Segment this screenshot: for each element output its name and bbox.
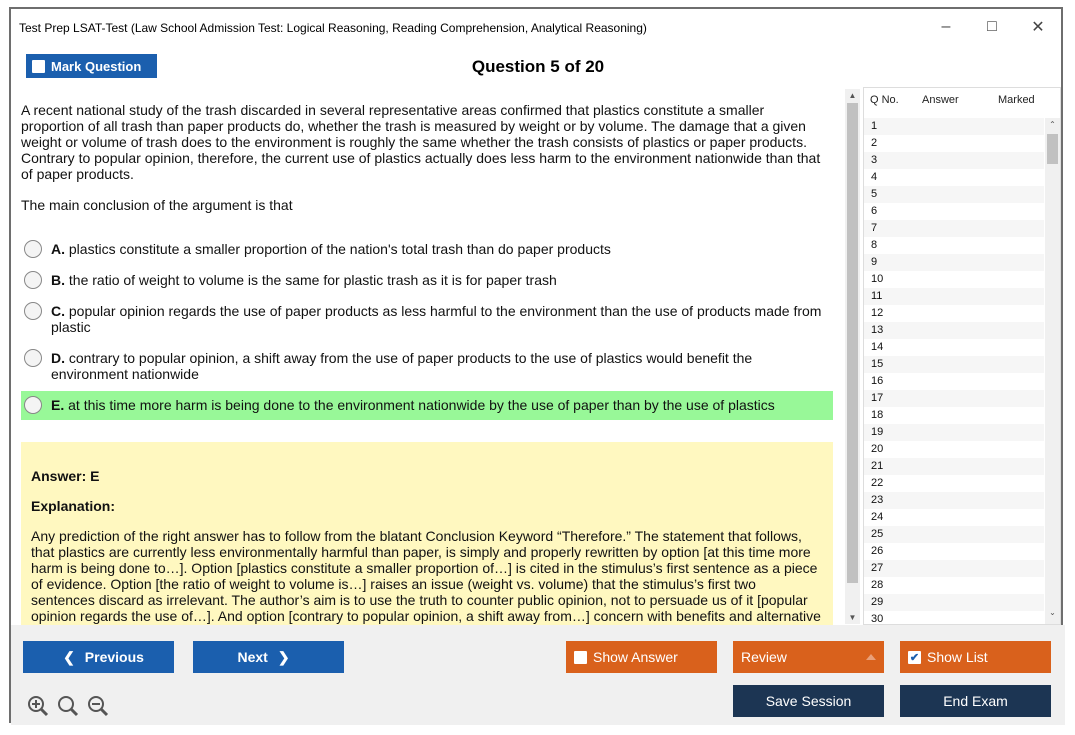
list-scroll-thumb[interactable]	[1047, 134, 1058, 164]
zoom-out-icon[interactable]	[87, 695, 109, 717]
question-list-row[interactable]: 23	[864, 492, 1044, 509]
question-list-row[interactable]: 24	[871, 511, 884, 523]
option-e[interactable]	[21, 391, 833, 420]
question-content	[11, 99, 841, 626]
show-list-label: Show List	[927, 649, 988, 665]
scroll-thumb[interactable]	[847, 103, 858, 583]
answer-label: Answer: E	[31, 468, 100, 484]
footer-toolbar	[11, 625, 1065, 725]
title-bar	[11, 9, 1061, 47]
minimize-icon[interactable]: –	[941, 18, 951, 35]
option-text: A. plastics constitute a smaller proportion of the nation's total trash than do paper products	[51, 241, 611, 257]
review-label: Review	[741, 649, 787, 665]
question-list-row[interactable]: 19	[864, 424, 1044, 441]
app-window	[9, 7, 1063, 723]
maximize-icon[interactable]: □	[987, 18, 997, 35]
question-list-row[interactable]: 18	[871, 409, 884, 421]
question-list	[863, 87, 1061, 625]
scroll-down-icon[interactable]: ▼	[848, 613, 857, 622]
question-header	[11, 47, 856, 87]
question-list-row[interactable]: 14	[871, 341, 884, 353]
mark-question-label: Mark Question	[51, 58, 142, 74]
question-list-row[interactable]: 22	[871, 477, 884, 489]
option-b[interactable]	[21, 272, 833, 289]
previous-button[interactable]	[23, 641, 174, 673]
next-label: Next	[237, 649, 268, 665]
question-list-row[interactable]: 29	[864, 594, 1044, 611]
question-list-row[interactable]: 26	[871, 545, 884, 557]
question-list-row[interactable]: 27	[864, 560, 1044, 577]
question-list-row[interactable]: 5	[864, 186, 1044, 203]
option-a[interactable]	[21, 241, 833, 258]
save-session-label: Save Session	[765, 693, 852, 709]
question-list-row[interactable]: 8	[871, 239, 878, 251]
question-list-row[interactable]: 9	[864, 254, 1044, 271]
zoom-in-icon[interactable]	[27, 695, 49, 717]
end-exam-button[interactable]	[900, 685, 1051, 717]
question-list-rows	[864, 118, 1044, 628]
option-text: B. the ratio of weight to volume is the same for plastic trash as it is for paper trash	[51, 272, 557, 288]
checkbox-icon	[574, 651, 587, 664]
option-text: C. popular opinion regards the use of paper products as less harmful to the environment than the use of products made from plastic	[51, 303, 822, 335]
radio-button[interactable]	[24, 240, 42, 258]
option-d[interactable]	[21, 350, 833, 382]
radio-button[interactable]	[24, 271, 42, 289]
zoom-reset-icon[interactable]	[57, 695, 79, 717]
window-title: Test Prep LSAT-Test (Law School Admission Test: Logical Reasoning, Reading Comprehension, Analytical Reasoning)	[19, 21, 647, 35]
previous-label: Previous	[84, 649, 144, 665]
zoom-controls	[27, 695, 109, 717]
chevron-right-icon: ❯	[277, 648, 290, 665]
list-scroll-up-icon[interactable]: ⌃	[1049, 120, 1056, 129]
close-icon[interactable]: ✕	[1031, 19, 1045, 36]
question-list-row[interactable]: 2	[871, 137, 878, 149]
question-list-header	[864, 88, 1044, 110]
question-list-row[interactable]: 13	[864, 322, 1044, 339]
question-list-row[interactable]: 1	[864, 118, 1044, 135]
question-list-row[interactable]: 7	[864, 220, 1044, 237]
checkbox-checked-icon: ✔	[909, 651, 920, 664]
radio-button[interactable]	[24, 396, 42, 414]
question-list-row[interactable]: 11	[864, 288, 1044, 305]
end-exam-label: End Exam	[943, 693, 1008, 709]
next-button[interactable]	[193, 641, 344, 673]
col-qno: Q No.	[870, 94, 899, 106]
radio-button[interactable]	[24, 349, 42, 367]
question-list-row[interactable]: 21	[864, 458, 1044, 475]
explanation-heading: Explanation:	[31, 498, 116, 514]
question-list-row[interactable]: 3	[864, 152, 1044, 169]
show-answer-label: Show Answer	[593, 649, 678, 665]
show-list-button[interactable]	[900, 641, 1051, 673]
col-answer: Answer	[922, 94, 959, 106]
list-scrollbar[interactable]	[1045, 118, 1060, 624]
save-session-button[interactable]	[733, 685, 884, 717]
question-list-row[interactable]: 20	[871, 443, 884, 455]
explanation-text: Any prediction of the right answer has to follow from the blatant Conclusion Keyword “Therefore.” The statement that follows, that plastics are currently less environmentally harmful than paper, is simply and properly rewritten by option [at this time more harm is being done to…]. Option [plastics constitute a smaller proportion of…] is cited in the stimulus’s first sentence as a piece of evidence. Option [the ratio of weight to volume is…] raises an issue (weight vs. volume) that the stimulus’s first two sentences discard as irrelevant. The author’s aim is to use the truth to counter public opinion, not to persuade us of it [popular opinion regards the use of…]. And option [contrary to popular opinion, a shift away from…] concern with benefits and alternative	[31, 528, 821, 624]
question-list-row[interactable]: 6	[871, 205, 878, 217]
radio-button[interactable]	[24, 302, 42, 320]
question-list-row[interactable]: 10	[871, 273, 884, 285]
question-prompt: The main conclusion of the argument is that	[21, 197, 293, 213]
option-text: D. contrary to popular opinion, a shift away from the use of paper products to the use of plastics would benefit the environment nationwide	[51, 350, 753, 382]
option-text: E. at this time more harm is being done to the environment nationwide by the use of paper than by the use of plastics	[51, 397, 775, 413]
question-list-row[interactable]: 12	[871, 307, 884, 319]
answer-panel	[21, 442, 833, 632]
show-answer-button[interactable]	[566, 641, 717, 673]
question-list-row[interactable]: 4	[871, 171, 878, 183]
list-scroll-down-icon[interactable]: ⌄	[1049, 608, 1056, 617]
option-c[interactable]	[21, 303, 833, 335]
question-stem: A recent national study of the trash discarded in several representative areas confirmed that plastics constitute a smaller proportion of all trash than paper products do, whether the trash is measured by weight or by volume. The damage that a given weight or volume of trash does to the environment is roughly the same whether the trash consists of plastics or paper products. Contrary to popular opinion, therefore, the current use of plastics actually does less harm to the environment nationwide than that of paper products.	[21, 102, 821, 182]
question-list-row[interactable]: 16	[871, 375, 884, 387]
question-list-row[interactable]: 30	[871, 613, 884, 625]
question-list-row[interactable]: 15	[864, 356, 1044, 373]
caret-up-icon	[866, 654, 876, 660]
col-marked: Marked	[998, 94, 1035, 106]
content-scrollbar[interactable]	[845, 89, 860, 624]
question-list-row[interactable]: 25	[864, 526, 1044, 543]
scroll-up-icon[interactable]: ▲	[848, 91, 857, 100]
review-dropdown[interactable]	[733, 641, 884, 673]
question-counter: Question 5 of 20	[471, 57, 605, 76]
question-list-row[interactable]: 17	[864, 390, 1044, 407]
chevron-left-icon: ❮	[63, 648, 75, 665]
question-list-row[interactable]: 28	[871, 579, 884, 591]
